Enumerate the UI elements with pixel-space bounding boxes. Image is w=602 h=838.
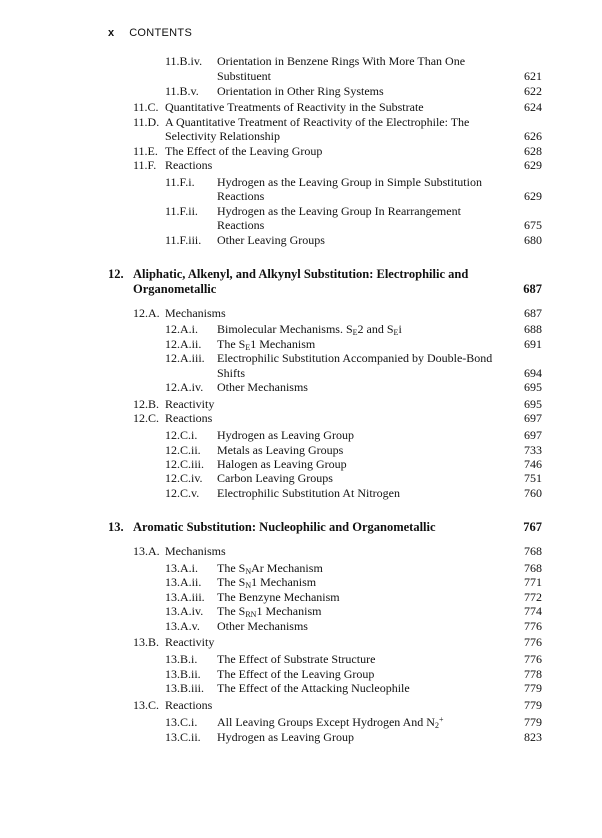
entry-number: 12.C.ii.: [165, 443, 201, 457]
entry-page: 768: [524, 561, 542, 575]
entry-number: 11.B.iv.: [165, 54, 203, 68]
entry-page: 772: [524, 590, 542, 604]
entry-title: Hydrogen as Leaving Group: [217, 730, 354, 744]
entry-number: 13.C.i.: [165, 715, 198, 729]
toc-entry-11-f[interactable]: [0, 158, 602, 173]
entry-page: 697: [524, 428, 542, 442]
toc-entry-12-c-v[interactable]: [0, 486, 602, 501]
entry-page: 776: [524, 619, 542, 633]
entry-page: 694: [524, 366, 542, 380]
entry-page: 622: [524, 84, 542, 98]
entry-title: The Benzyne Mechanism: [217, 590, 340, 604]
entry-title: Reactions: [165, 158, 213, 172]
entry-title: Carbon Leaving Groups: [217, 471, 333, 485]
entry-page: 680: [524, 233, 542, 247]
entry-number: 12.A.: [133, 306, 160, 320]
entry-page: 746: [524, 457, 542, 471]
toc-entry-11-b-iv[interactable]: [0, 54, 602, 69]
entry-number: 13.B.ii.: [165, 667, 201, 681]
toc-entry-continuation[interactable]: [0, 366, 602, 381]
toc-entry-11-e[interactable]: [0, 144, 602, 159]
entry-title: Electrophilic Substitution At Nitrogen: [217, 486, 400, 500]
entry-number: 13.B.iii.: [165, 681, 205, 695]
entry-page: 774: [524, 604, 542, 618]
entry-title: Hydrogen as the Leaving Group in Simple Substitution: [217, 175, 482, 189]
entry-title: A Quantitative Treatment of Reactivity of the Electrophile: The: [165, 115, 470, 129]
entry-title: Other Mechanisms: [217, 380, 308, 394]
toc-entry-11-c[interactable]: [0, 100, 602, 115]
entry-page: 779: [524, 698, 542, 712]
entry-title: Bimolecular Mechanisms. $S_E2$ and $S_Ei$: [217, 322, 402, 337]
entry-number: 12.C.iii.: [165, 457, 205, 471]
toc-entry-12-a[interactable]: [0, 306, 602, 321]
toc-entry-12-a-ii[interactable]: [0, 337, 602, 352]
toc-entry-continuation[interactable]: [0, 69, 602, 84]
entry-page: 695: [524, 397, 542, 411]
entry-title: The Effect of Substrate Structure: [217, 652, 376, 666]
entry-page: 776: [524, 652, 542, 666]
toc-entry-13-c-i[interactable]: [0, 715, 602, 730]
toc-entry-12-b[interactable]: [0, 397, 602, 412]
toc-entry-13-c-ii[interactable]: [0, 730, 602, 745]
chapter-title: Aliphatic, Alkenyl, and Alkynyl Substitution: Electrophilic and: [133, 267, 469, 281]
toc-entry-12-c-iv[interactable]: [0, 471, 602, 486]
entry-title: Mechanisms: [165, 544, 226, 558]
entry-title: The $S_N1$ Mechanism: [217, 575, 317, 590]
entry-title: The $S_{RN}1$ Mechanism: [217, 604, 322, 619]
toc-entry-13-b-iii[interactable]: [0, 681, 602, 696]
chapter-page: 687: [523, 282, 542, 296]
entry-page: 688: [524, 322, 542, 336]
chapter-title: Aromatic Substitution: Nucleophilic and Organometallic: [133, 520, 436, 534]
entry-number: 11.F.i.: [165, 175, 195, 189]
page-number: x: [108, 27, 115, 39]
entry-number: 11.B.v.: [165, 84, 199, 98]
entry-number: 13.A.iv.: [165, 604, 204, 618]
entry-page: 771: [524, 575, 542, 589]
entry-number: 13.A.i.: [165, 561, 198, 575]
toc-entry-11-d[interactable]: [0, 115, 602, 130]
entry-title: Hydrogen as the Leaving Group In Rearrangement: [217, 204, 461, 218]
entry-title: Reactions: [217, 218, 265, 232]
entry-title: Orientation in Other Ring Systems: [217, 84, 384, 98]
entry-page: 768: [524, 544, 542, 558]
entry-page: 779: [524, 715, 542, 729]
toc-entry-12-a-iii[interactable]: [0, 351, 602, 366]
toc-entry-13-c[interactable]: [0, 698, 602, 713]
entry-page: 629: [524, 189, 542, 203]
entry-number: 12.C.: [133, 411, 160, 425]
entry-title: Reactions: [165, 411, 213, 425]
entry-page: 776: [524, 635, 542, 649]
toc-entry-12-c-iii[interactable]: [0, 457, 602, 472]
toc-entry-13-b-i[interactable]: [0, 652, 602, 667]
toc-entry-13-a-v[interactable]: [0, 619, 602, 634]
entry-title: Electrophilic Substitution Accompanied by Double-Bond: [217, 351, 493, 365]
entry-title: Mechanisms: [165, 306, 226, 320]
entry-number: 12.A.ii.: [165, 337, 202, 351]
toc-entry-13-a-iii[interactable]: [0, 590, 602, 605]
entry-page: 691: [524, 337, 542, 351]
entry-page: 626: [524, 129, 542, 143]
entry-number: 12.B.: [133, 397, 160, 411]
toc-chapter-13[interactable]: [0, 520, 602, 535]
entry-page: 624: [524, 100, 542, 114]
toc-entry-13-a-i[interactable]: [0, 561, 602, 576]
entry-number: 13.A.ii.: [165, 575, 202, 589]
entry-page: 733: [524, 443, 542, 457]
toc-entry-13-a-iv[interactable]: [0, 604, 602, 619]
running-title: CONTENTS: [129, 27, 193, 39]
toc-chapter-12[interactable]: [0, 267, 602, 282]
entry-page: 697: [524, 411, 542, 425]
entry-number: 11.E.: [133, 144, 158, 158]
entry-title: The Effect of the Leaving Group: [217, 667, 375, 681]
entry-title: Selectivity Relationship: [165, 129, 280, 143]
entry-title: Reactions: [165, 698, 213, 712]
entry-number: 12.A.iv.: [165, 380, 204, 394]
entry-number: 13.B.i.: [165, 652, 198, 666]
toc-entry-13-a-ii[interactable]: [0, 575, 602, 590]
toc-entry-12-c-i[interactable]: [0, 428, 602, 443]
toc-entry-12-c-ii[interactable]: [0, 443, 602, 458]
entry-title: All Leaving Groups Except Hydrogen And $N_2^+$: [217, 715, 444, 730]
entry-title: Reactivity: [165, 635, 215, 649]
toc-entry-12-a-iv[interactable]: [0, 380, 602, 395]
entry-number: 11.D.: [133, 115, 160, 129]
entry-page: 621: [524, 69, 542, 83]
entry-page: 778: [524, 667, 542, 681]
entry-title: Orientation in Benzene Rings With More Than One: [217, 54, 466, 68]
entry-title: Halogen as Leaving Group: [217, 457, 347, 471]
chapter-title: Organometallic: [133, 282, 217, 296]
toc-entry-continuation[interactable]: [0, 218, 602, 233]
entry-number: 12.A.iii.: [165, 351, 205, 365]
toc-entry-11-f-ii[interactable]: [0, 204, 602, 219]
entry-number: 13.A.iii.: [165, 590, 205, 604]
entry-page: 695: [524, 380, 542, 394]
entry-title: Other Mechanisms: [217, 619, 308, 633]
chapter-page: 767: [523, 520, 542, 534]
toc-entry-continuation[interactable]: [0, 129, 602, 144]
entry-page: 629: [524, 158, 542, 172]
entry-title: Substituent: [217, 69, 272, 83]
entry-number: 11.F.ii.: [165, 204, 198, 218]
toc-entry-12-a-i[interactable]: [0, 322, 602, 337]
entry-title: Reactions: [217, 189, 265, 203]
entry-page: 823: [524, 730, 542, 744]
entry-title: The $S_E1$ Mechanism: [217, 337, 316, 352]
entry-title: Reactivity: [165, 397, 215, 411]
entry-number: 13.A.: [133, 544, 160, 558]
entry-number: 13.C.: [133, 698, 160, 712]
chapter-number: 12.: [108, 267, 124, 281]
entry-title: Metals as Leaving Groups: [217, 443, 344, 457]
entry-number: 12.A.i.: [165, 322, 198, 336]
entry-title: Quantitative Treatments of Reactivity in the Substrate: [165, 100, 424, 114]
entry-number: 13.A.v.: [165, 619, 200, 633]
entry-title: Shifts: [217, 366, 246, 380]
toc-entry-13-b-ii[interactable]: [0, 667, 602, 682]
entry-number: 11.C.: [133, 100, 159, 114]
toc-entry-13-b[interactable]: [0, 635, 602, 650]
entry-title: The $S_NAr$ Mechanism: [217, 561, 323, 576]
entry-page: 675: [524, 218, 542, 232]
toc-chapter-continuation[interactable]: [0, 282, 602, 297]
entry-title: Other Leaving Groups: [217, 233, 325, 247]
toc-entry-11-f-iii[interactable]: [0, 233, 602, 248]
toc-entry-12-c[interactable]: [0, 411, 602, 426]
running-header: [108, 27, 192, 39]
entry-number: 13.B.: [133, 635, 160, 649]
entry-page: 760: [524, 486, 542, 500]
entry-page: 751: [524, 471, 542, 485]
chapter-number: 13.: [108, 520, 124, 534]
entry-page: 687: [524, 306, 542, 320]
entry-number: 11.F.: [133, 158, 157, 172]
entry-number: 11.F.iii.: [165, 233, 202, 247]
entry-page: 779: [524, 681, 542, 695]
entry-number: 12.C.v.: [165, 486, 200, 500]
entry-title: The Effect of the Attacking Nucleophile: [217, 681, 410, 695]
entry-number: 12.C.i.: [165, 428, 198, 442]
entry-title: Hydrogen as Leaving Group: [217, 428, 354, 442]
entry-number: 12.C.iv.: [165, 471, 203, 485]
toc-entry-13-a[interactable]: [0, 544, 602, 559]
entry-title: The Effect of the Leaving Group: [165, 144, 323, 158]
toc-entry-continuation[interactable]: [0, 189, 602, 204]
entry-number: 13.C.ii.: [165, 730, 201, 744]
toc-entry-11-f-i[interactable]: [0, 175, 602, 190]
toc-entry-11-b-v[interactable]: [0, 84, 602, 99]
entry-page: 628: [524, 144, 542, 158]
